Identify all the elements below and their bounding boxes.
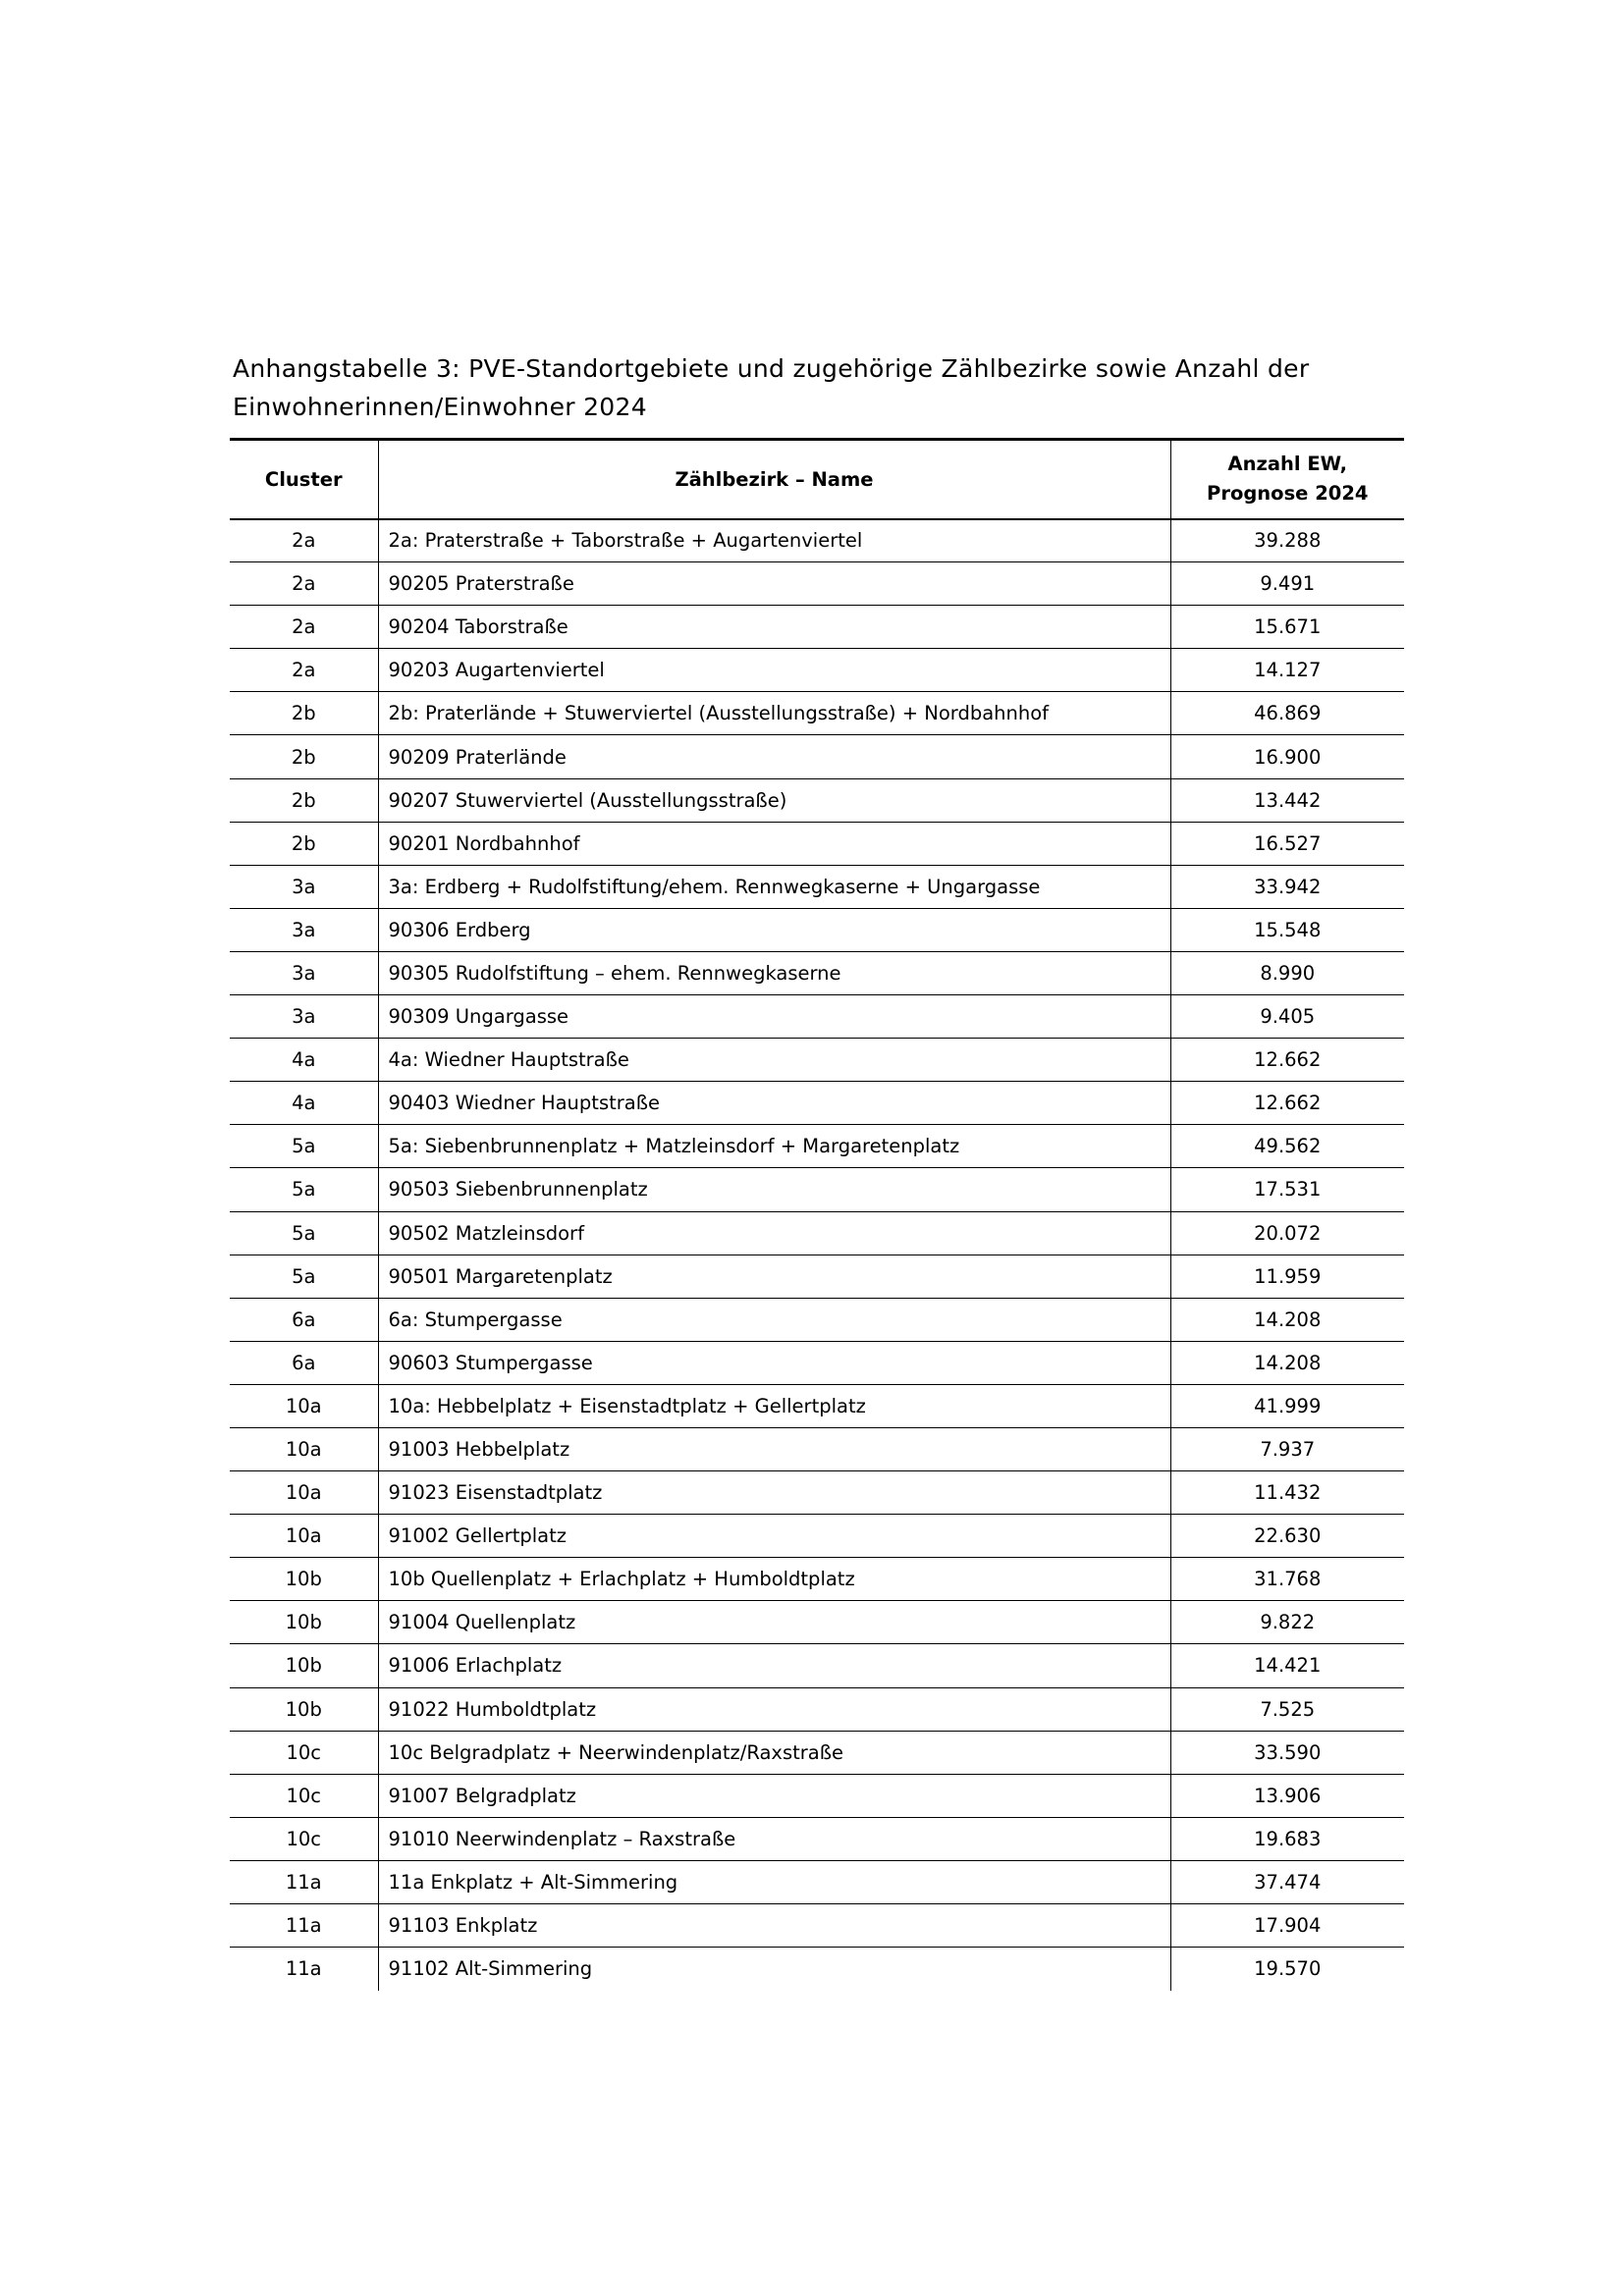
data-table-container <box>230 438 1408 1991</box>
cell-cluster: 11a <box>230 1860 378 1903</box>
table-row <box>230 519 1404 562</box>
cell-name: 6a: Stumpergasse <box>378 1298 1170 1341</box>
cell-cluster: 3a <box>230 995 378 1039</box>
cell-name: 91022 Humboldtplatz <box>378 1687 1170 1731</box>
cell-name: 90305 Rudolfstiftung – ehem. Rennwegkaserne <box>378 951 1170 994</box>
header-cluster: Cluster <box>230 440 378 519</box>
cell-cluster: 3a <box>230 908 378 951</box>
cell-count: 37.474 <box>1170 1860 1404 1903</box>
header-count-line-1: Anzahl EW, <box>1227 453 1347 476</box>
cell-count: 11.432 <box>1170 1471 1404 1515</box>
table-row <box>230 1558 1404 1601</box>
table-row <box>230 692 1404 735</box>
cell-name: 10a: Hebbelplatz + Eisenstadtplatz + Gellertplatz <box>378 1384 1170 1427</box>
cell-count: 15.671 <box>1170 606 1404 649</box>
cell-name: 10b Quellenplatz + Erlachplatz + Humboldtplatz <box>378 1558 1170 1601</box>
cell-name: 2b: Praterlände + Stuwerviertel (Ausstellungsstraße) + Nordbahnhof <box>378 692 1170 735</box>
cell-cluster: 2a <box>230 606 378 649</box>
cell-count: 19.683 <box>1170 1817 1404 1860</box>
table-row <box>230 1082 1404 1125</box>
header-count-line-2: Prognose 2024 <box>1207 482 1369 506</box>
cell-name: 90203 Augartenviertel <box>378 649 1170 692</box>
cell-count: 17.531 <box>1170 1168 1404 1211</box>
table-row <box>230 562 1404 606</box>
cell-cluster: 4a <box>230 1039 378 1082</box>
cell-count: 39.288 <box>1170 519 1404 562</box>
cell-cluster: 10b <box>230 1687 378 1731</box>
header-name: Zählbezirk – Name <box>378 440 1170 519</box>
table-row <box>230 735 1404 778</box>
cell-name: 90503 Siebenbrunnenplatz <box>378 1168 1170 1211</box>
cell-cluster: 10c <box>230 1774 378 1817</box>
cell-count: 15.548 <box>1170 908 1404 951</box>
cell-count: 13.442 <box>1170 778 1404 822</box>
cell-cluster: 2b <box>230 822 378 865</box>
table-row <box>230 1948 1404 1991</box>
cell-count: 22.630 <box>1170 1515 1404 1558</box>
data-table <box>230 438 1404 1991</box>
cell-count: 46.869 <box>1170 692 1404 735</box>
cell-name: 91006 Erlachplatz <box>378 1644 1170 1687</box>
cell-cluster: 10c <box>230 1731 378 1774</box>
table-row <box>230 1515 1404 1558</box>
table-row <box>230 1039 1404 1082</box>
cell-cluster: 11a <box>230 1904 378 1948</box>
cell-name: 91003 Hebbelplatz <box>378 1427 1170 1470</box>
cell-name: 91007 Belgradplatz <box>378 1774 1170 1817</box>
table-header <box>230 440 1404 519</box>
cell-cluster: 2b <box>230 778 378 822</box>
cell-cluster: 5a <box>230 1211 378 1255</box>
cell-cluster: 10b <box>230 1558 378 1601</box>
table-row <box>230 1601 1404 1644</box>
cell-cluster: 10b <box>230 1601 378 1644</box>
title-line-2: Einwohnerinnen/Einwohner 2024 <box>233 393 647 421</box>
title-line-1: Anhangstabelle 3: PVE-Standortgebiete und zugehörige Zählbezirke sowie Anzahl der <box>233 354 1310 383</box>
cell-cluster: 10c <box>230 1817 378 1860</box>
table-row <box>230 1817 1404 1860</box>
cell-name: 90309 Ungargasse <box>378 995 1170 1039</box>
cell-cluster: 2a <box>230 519 378 562</box>
header-row <box>230 440 1404 519</box>
cell-count: 31.768 <box>1170 1558 1404 1601</box>
cell-cluster: 11a <box>230 1948 378 1991</box>
cell-name: 10c Belgradplatz + Neerwindenplatz/Raxstraße <box>378 1731 1170 1774</box>
cell-name: 90207 Stuwerviertel (Ausstellungsstraße) <box>378 778 1170 822</box>
cell-cluster: 10a <box>230 1384 378 1427</box>
table-row <box>230 1125 1404 1168</box>
cell-name: 11a Enkplatz + Alt-Simmering <box>378 1860 1170 1903</box>
table-row <box>230 822 1404 865</box>
cell-count: 17.904 <box>1170 1904 1404 1948</box>
cell-count: 14.421 <box>1170 1644 1404 1687</box>
table-row <box>230 1860 1404 1903</box>
table-row <box>230 995 1404 1039</box>
cell-count: 7.525 <box>1170 1687 1404 1731</box>
cell-name: 90603 Stumpergasse <box>378 1341 1170 1384</box>
cell-cluster: 2a <box>230 649 378 692</box>
cell-count: 13.906 <box>1170 1774 1404 1817</box>
table-row <box>230 778 1404 822</box>
cell-count: 14.208 <box>1170 1298 1404 1341</box>
table-row <box>230 1644 1404 1687</box>
table-row <box>230 1904 1404 1948</box>
cell-name: 91004 Quellenplatz <box>378 1601 1170 1644</box>
table-body <box>230 519 1404 1991</box>
table-row <box>230 1298 1404 1341</box>
table-row <box>230 649 1404 692</box>
cell-name: 90403 Wiedner Hauptstraße <box>378 1082 1170 1125</box>
table-row <box>230 1384 1404 1427</box>
cell-count: 12.662 <box>1170 1082 1404 1125</box>
cell-name: 4a: Wiedner Hauptstraße <box>378 1039 1170 1082</box>
header-count <box>1170 440 1404 519</box>
table-row <box>230 1471 1404 1515</box>
cell-name: 91102 Alt-Simmering <box>378 1948 1170 1991</box>
cell-count: 49.562 <box>1170 1125 1404 1168</box>
cell-cluster: 3a <box>230 951 378 994</box>
cell-cluster: 2a <box>230 562 378 606</box>
table-row <box>230 1687 1404 1731</box>
table-row <box>230 1168 1404 1211</box>
cell-cluster: 5a <box>230 1125 378 1168</box>
table-row <box>230 865 1404 908</box>
cell-name: 91103 Enkplatz <box>378 1904 1170 1948</box>
cell-name: 5a: Siebenbrunnenplatz + Matzleinsdorf + Margaretenplatz <box>378 1125 1170 1168</box>
cell-cluster: 5a <box>230 1255 378 1298</box>
table-row <box>230 1211 1404 1255</box>
cell-count: 19.570 <box>1254 1957 1322 1981</box>
cell-cluster: 6a <box>230 1298 378 1341</box>
cell-cluster: 3a <box>230 865 378 908</box>
cell-cluster: 10a <box>230 1427 378 1470</box>
table-row <box>230 1341 1404 1384</box>
cell-cluster: 4a <box>230 1082 378 1125</box>
cell-count: 14.208 <box>1170 1341 1404 1384</box>
table-row <box>230 1731 1404 1774</box>
cell-cluster: 10b <box>230 1644 378 1687</box>
cell-count: 33.942 <box>1170 865 1404 908</box>
cell-name: 90201 Nordbahnhof <box>378 822 1170 865</box>
cell-count: 11.959 <box>1170 1255 1404 1298</box>
cell-cluster: 2b <box>230 735 378 778</box>
table-row <box>230 1427 1404 1470</box>
cell-count: 8.990 <box>1170 951 1404 994</box>
cell-name: 91002 Gellertplatz <box>378 1515 1170 1558</box>
cell-count: 9.405 <box>1170 995 1404 1039</box>
table-row <box>230 1255 1404 1298</box>
cell-name: 90502 Matzleinsdorf <box>378 1211 1170 1255</box>
cell-cluster: 10a <box>230 1515 378 1558</box>
cell-name: 2a: Praterstraße + Taborstraße + Augartenviertel <box>378 519 1170 562</box>
table-row <box>230 951 1404 994</box>
table-row <box>230 606 1404 649</box>
cell-count: 9.491 <box>1170 562 1404 606</box>
cell-count: 16.527 <box>1170 822 1404 865</box>
table-row <box>230 908 1404 951</box>
cell-cluster: 10a <box>230 1471 378 1515</box>
cell-name: 90306 Erdberg <box>378 908 1170 951</box>
cell-name: 90204 Taborstraße <box>378 606 1170 649</box>
table-row <box>230 1774 1404 1817</box>
cell-name: 91010 Neerwindenplatz – Raxstraße <box>378 1817 1170 1860</box>
page-title <box>233 349 1411 426</box>
cell-name: 90205 Praterstraße <box>378 562 1170 606</box>
cell-count: 20.072 <box>1170 1211 1404 1255</box>
cell-count: 33.590 <box>1170 1731 1404 1774</box>
cell-count: 7.937 <box>1170 1427 1404 1470</box>
cell-count: 12.662 <box>1170 1039 1404 1082</box>
cell-count: 41.999 <box>1170 1384 1404 1427</box>
cell-cluster: 5a <box>230 1168 378 1211</box>
cell-name: 90209 Praterlände <box>378 735 1170 778</box>
cell-count: 14.127 <box>1170 649 1404 692</box>
cell-name: 3a: Erdberg + Rudolfstiftung/ehem. Rennwegkaserne + Ungargasse <box>378 865 1170 908</box>
cell-count: 16.900 <box>1170 735 1404 778</box>
cell-name: 90501 Margaretenplatz <box>378 1255 1170 1298</box>
cell-count: 9.822 <box>1170 1601 1404 1644</box>
cell-cluster: 6a <box>230 1341 378 1384</box>
cell-cluster: 2b <box>230 692 378 735</box>
cell-name: 91023 Eisenstadtplatz <box>378 1471 1170 1515</box>
